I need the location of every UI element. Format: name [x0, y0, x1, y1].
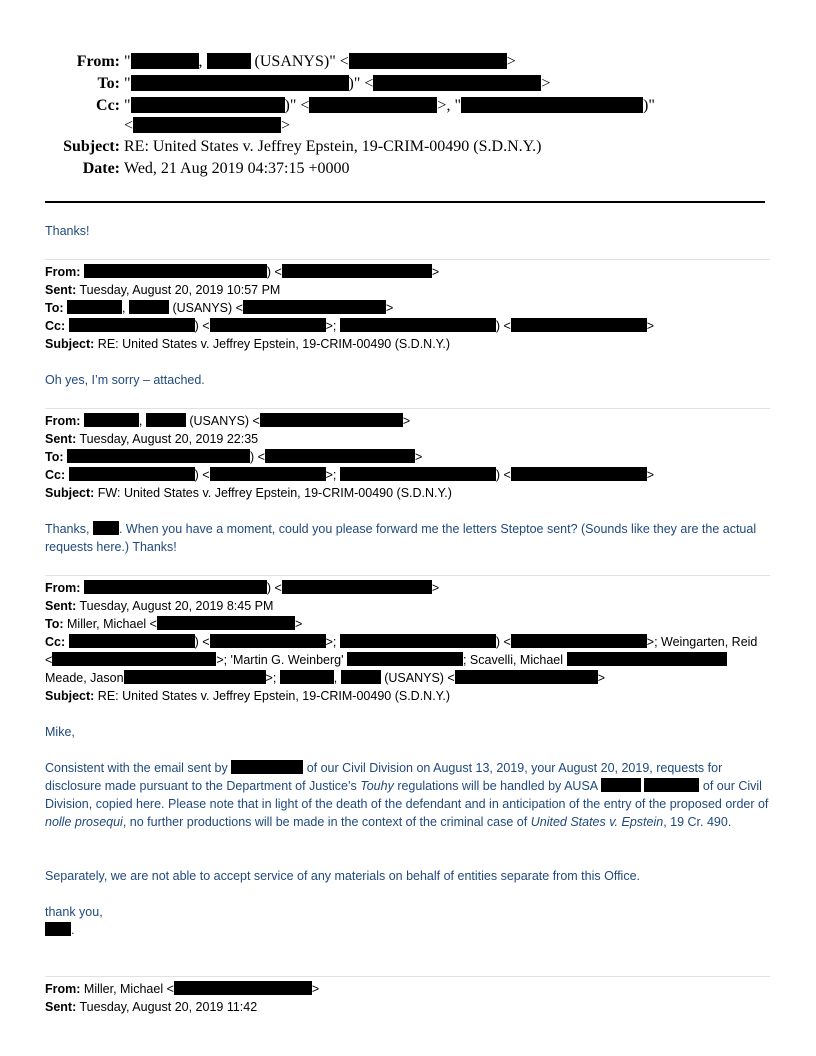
sent-label: Sent:	[45, 599, 77, 613]
msg4-sent	[45, 597, 273, 615]
redaction	[131, 75, 349, 91]
msg4-to: To: Miller, Michael < >	[45, 617, 303, 631]
redaction	[461, 97, 643, 113]
msg5-sent-value: Tuesday, August 20, 2019 11:42	[79, 1000, 258, 1014]
redaction	[52, 652, 216, 666]
subject-label: Subject:	[45, 689, 95, 703]
redaction	[455, 670, 598, 684]
msg2-to: To: , (USANYS) < >	[45, 301, 394, 315]
from-label: From:	[45, 414, 81, 428]
p1-d: of our Civil Division, copied here. Please note that in light of the death of the defendant and in anticipation of the entry of the proposed order of	[45, 779, 769, 811]
redaction	[349, 53, 507, 69]
msg3-body	[45, 520, 770, 556]
cc-label: Cc:	[45, 635, 66, 649]
redaction	[601, 778, 641, 792]
msg3-from: From: , (USANYS) < >	[45, 414, 411, 428]
redaction	[210, 318, 326, 332]
redaction	[340, 318, 496, 332]
msg2-sent-value: Tuesday, August 20, 2019 10:57 PM	[79, 283, 281, 297]
msg2-from: From: ) < >	[45, 265, 440, 279]
redaction	[340, 634, 496, 648]
redaction	[282, 580, 432, 594]
redaction	[131, 97, 285, 113]
msg1-body: Thanks!	[45, 224, 90, 238]
msg3-body-a: Thanks,	[45, 522, 90, 536]
redaction	[309, 97, 437, 113]
sent-label: Sent:	[45, 1000, 77, 1014]
msg3-from-tail: (USANYS) <	[189, 414, 260, 428]
p1-b: of our Civil Division on August 13, 2019, your August 20, 2019, requests for disclosure made pursuant to the Department of Justice’s	[45, 761, 723, 793]
header-to-label: To:	[97, 75, 120, 92]
redaction	[511, 318, 647, 332]
print-header-date	[0, 158, 816, 180]
msg2-subject-value: RE: United States v. Jeffrey Epstein, 19-CRIM-00490 (S.D.N.Y.)	[97, 337, 451, 351]
redaction	[210, 634, 326, 648]
msg4-cc-line2: < >; 'Martin G. Weinberg' ; Scavelli, Michael	[45, 651, 727, 669]
msg4-cc-tail3: ; Scavelli, Michael	[462, 653, 564, 667]
redaction	[280, 670, 334, 684]
redaction	[67, 300, 122, 314]
p1-e: , no further productions will be made in the context of the criminal case of	[122, 815, 528, 829]
redaction	[373, 75, 541, 91]
redaction	[69, 467, 195, 481]
sent-label: Sent:	[45, 283, 77, 297]
msg5-from-value: Miller, Michael <	[83, 982, 174, 996]
redaction	[129, 300, 169, 314]
divider	[45, 575, 770, 576]
redaction	[341, 670, 381, 684]
header-subject-label: Subject:	[63, 138, 120, 155]
to-label: To:	[45, 301, 64, 315]
msg2-body: Oh yes, I’m sorry – attached.	[45, 373, 205, 387]
msg4-subject	[45, 687, 450, 705]
print-header-from	[0, 51, 816, 73]
divider	[45, 976, 770, 977]
redaction	[231, 760, 303, 774]
msg3-sent	[45, 430, 258, 448]
redaction	[347, 652, 463, 666]
header-separator	[45, 201, 765, 203]
redaction	[131, 53, 199, 69]
header-date: Wed, 21 Aug 2019 04:37:15 +0000	[124, 160, 350, 177]
print-header-cc-cont	[0, 115, 816, 137]
subject-label: Subject:	[45, 486, 95, 500]
header-cc-label: Cc:	[96, 97, 120, 114]
msg3-subject	[45, 484, 452, 502]
header-subject: RE: United States v. Jeffrey Epstein, 19-CRIM-00490 (S.D.N.Y.)	[124, 138, 542, 155]
p1-nolle: nolle prosequi	[45, 815, 123, 829]
redaction	[84, 580, 267, 594]
msg4-cc-line3: Meade, Jason >; , (USANYS) < >	[45, 671, 606, 685]
divider	[45, 259, 770, 260]
redaction	[265, 449, 415, 463]
header-from-value: " , (USANYS)" < >	[124, 53, 516, 70]
redaction	[207, 53, 251, 69]
redaction	[174, 981, 312, 995]
msg3-to: To: ) < >	[45, 450, 423, 464]
msg4-paragraph-2: Separately, we are not able to accept service of any materials on behalf of entities separate from this Office.	[45, 869, 640, 883]
msg2-to-tail: (USANYS) <	[172, 301, 243, 315]
redaction	[644, 778, 699, 792]
msg5-from: From: Miller, Michael < >	[45, 982, 320, 996]
msg2-cc: Cc: ) < >; ) < >	[45, 319, 655, 333]
msg4-cc: Cc: ) < >; ) < >; Weingarten, Reid	[45, 635, 758, 649]
msg3-subject-value: FW: United States v. Jeffrey Epstein, 19-CRIM-00490 (S.D.N.Y.)	[97, 486, 452, 500]
p1-a: Consistent with the email sent by	[45, 761, 228, 775]
print-header-subject	[0, 136, 816, 158]
cc-label: Cc:	[45, 468, 66, 482]
msg3-sent-value: Tuesday, August 20, 2019 22:35	[79, 432, 259, 446]
msg4-cc-tail4: Meade, Jason	[45, 671, 124, 685]
header-date-label: Date:	[82, 160, 120, 177]
to-label: To:	[45, 617, 64, 631]
msg4-to-value: Miller, Michael <	[67, 617, 157, 631]
msg3-cc: Cc: ) < >; ) < >	[45, 468, 655, 482]
msg4-closing: thank you,	[45, 905, 103, 919]
from-label: From:	[45, 265, 81, 279]
redaction	[282, 264, 432, 278]
redaction	[84, 264, 267, 278]
divider	[45, 408, 770, 409]
redaction	[511, 634, 647, 648]
redaction	[93, 521, 119, 535]
header-from-label: From:	[76, 53, 120, 70]
redaction	[146, 413, 186, 427]
cc-label: Cc:	[45, 319, 66, 333]
redaction	[84, 413, 139, 427]
header-cc-value-cont: < >	[124, 117, 291, 134]
header-to-value: " )" < >	[124, 75, 551, 92]
msg5-sent	[45, 998, 257, 1016]
msg4-signature: .	[45, 921, 770, 939]
redaction	[243, 300, 386, 314]
msg4-sent-value: Tuesday, August 20, 2019 8:45 PM	[79, 599, 274, 613]
redaction	[45, 922, 71, 936]
p1-case: United States v. Epstein	[530, 815, 664, 829]
msg2-subject	[45, 335, 450, 353]
header-cc-value: " )" < >, " )"	[124, 97, 655, 114]
from-label: From:	[45, 982, 81, 996]
print-header-to	[0, 73, 816, 95]
redaction	[69, 318, 195, 332]
subject-label: Subject:	[45, 337, 95, 351]
msg4-paragraph-1	[45, 759, 770, 831]
sent-label: Sent:	[45, 432, 77, 446]
print-header-cc	[0, 95, 816, 117]
redaction	[133, 117, 281, 133]
msg4-cc-tail1: ; Weingarten, Reid	[654, 635, 758, 649]
redaction	[157, 616, 295, 630]
redaction	[124, 670, 266, 684]
to-label: To:	[45, 450, 64, 464]
msg4-greeting: Mike,	[45, 725, 75, 739]
header-from-tail: (USANYS)" <	[254, 53, 349, 70]
redaction	[511, 467, 647, 481]
redaction	[567, 652, 727, 666]
redaction	[260, 413, 403, 427]
p1-f: , 19 Cr. 490.	[663, 815, 732, 829]
from-label: From:	[45, 581, 81, 595]
msg3-body-b: . When you have a moment, could you please forward me the letters Steptoe sent? (Sounds like they are the actual requests here.) Thanks!	[45, 522, 757, 554]
msg4-cc-tail2: >; 'Martin G. Weinberg'	[216, 653, 344, 667]
msg4-cc-tail5: (USANYS) <	[384, 671, 455, 685]
msg2-sent	[45, 281, 280, 299]
redaction	[340, 467, 496, 481]
p1-c: regulations will be handled by AUSA	[397, 779, 598, 793]
header-from-comma: ,	[198, 53, 203, 70]
redaction	[210, 467, 326, 481]
p1-touhy: Touhy	[360, 779, 394, 793]
redaction	[67, 449, 250, 463]
msg4-subject-value: RE: United States v. Jeffrey Epstein, 19-CRIM-00490 (S.D.N.Y.)	[97, 689, 451, 703]
redaction	[69, 634, 195, 648]
msg4-from: From: ) < >	[45, 581, 440, 595]
